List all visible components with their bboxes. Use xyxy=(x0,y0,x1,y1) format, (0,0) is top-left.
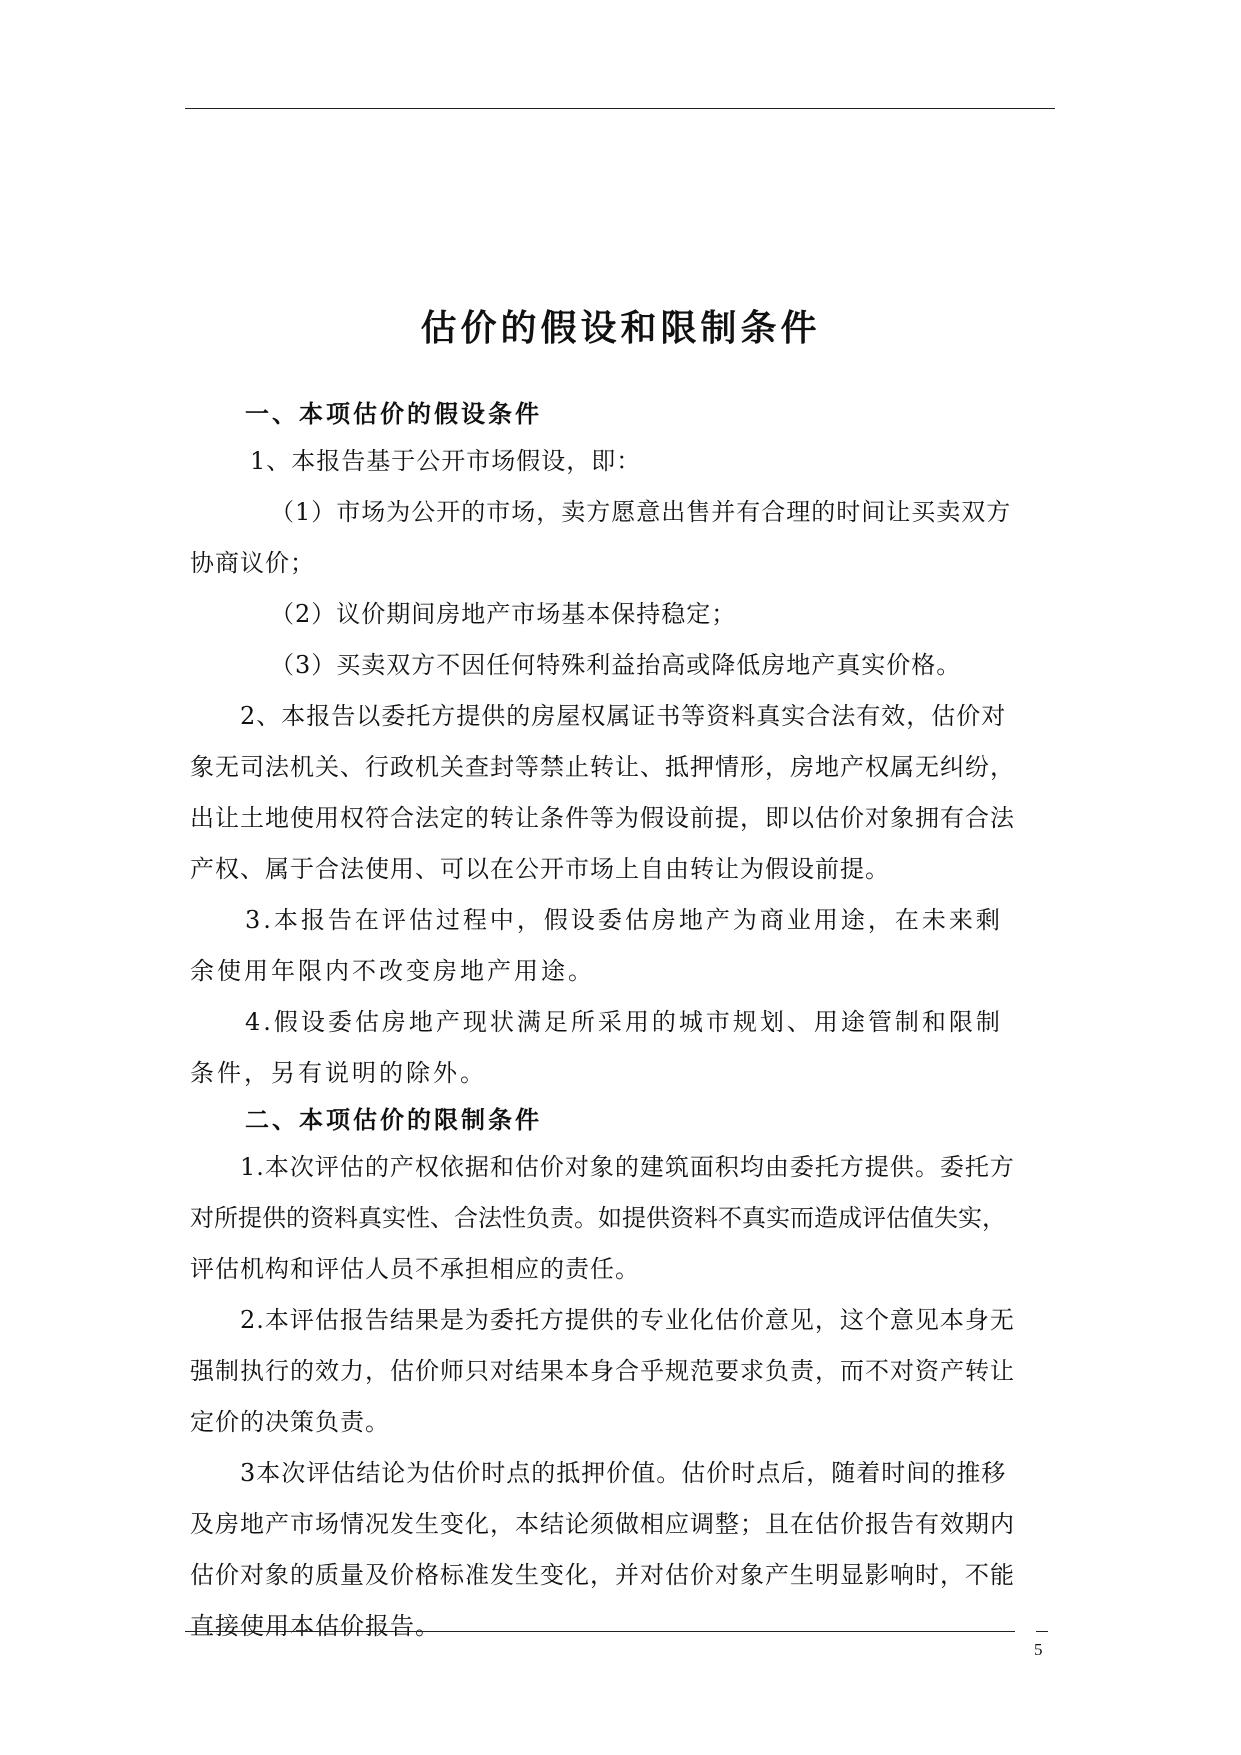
paragraph-line: 1、本报告基于公开市场假设，即： xyxy=(250,447,642,475)
paragraph-line: 1.本次评估的产权依据和估价对象的建筑面积均由委托方提供。委托方 xyxy=(240,1153,1015,1181)
paragraph-line: 估价对象的质量及价格标准发生变化，并对估价对象产生明显影响时，不能 xyxy=(190,1561,1015,1589)
paragraph-line: 评估机构和评估人员不承担相应的责任。 xyxy=(190,1255,640,1283)
footer-rule xyxy=(185,1631,1015,1632)
paragraph-line: 4.假设委估房地产现状满足所采用的城市规划、用途管制和限制 xyxy=(245,1008,1003,1036)
paragraph-line: （1）市场为公开的市场，卖方愿意出售并有合理的时间让买卖双方 xyxy=(270,498,1012,526)
paragraph-line: 定价的决策负责。 xyxy=(190,1408,390,1436)
paragraph-line: 3.本报告在评估过程中，假设委估房地产为商业用途，在未来剩 xyxy=(245,906,1003,934)
paragraph-line: 2、本报告以委托方提供的房屋权属证书等资料真实合法有效，估价对 xyxy=(240,702,1007,730)
page-title: 估价的假设和限制条件 xyxy=(420,308,821,349)
paragraph-line: 余使用年限内不改变房地产用途。 xyxy=(190,957,595,985)
paragraph-line: （2）议价期间房地产市场基本保持稳定； xyxy=(270,600,737,628)
paragraph-line: 协商议价； xyxy=(190,549,315,577)
page-number: 5 xyxy=(1034,1640,1043,1659)
paragraph-line: 对所提供的资料真实性、合法性负责。如提供资料不真实而造成评估值失实， xyxy=(190,1204,1006,1232)
paragraph-line: 2.本评估报告结果是为委托方提供的专业化估价意见，这个意见本身无 xyxy=(240,1306,1015,1334)
paragraph-line: 象无司法机关、行政机关查封等禁止转让、抵押情形，房地产权属无纠纷， xyxy=(190,753,1015,781)
paragraph-line: 直接使用本估价报告。 xyxy=(190,1612,440,1640)
paragraph-line: 出让土地使用权符合法定的转让条件等为假设前提，即以估价对象拥有合法 xyxy=(190,804,1015,832)
paragraph-line: 产权、属于合法使用、可以在公开市场上自由转让为假设前提。 xyxy=(190,855,890,883)
paragraph-line: （3）买卖双方不因任何特殊利益抬高或降低房地产真实价格。 xyxy=(270,651,962,679)
section-heading-limitations: 二、本项估价的限制条件 xyxy=(245,1106,542,1134)
paragraph-line: 条件，另有说明的除外。 xyxy=(190,1059,487,1087)
page-number-rule xyxy=(1036,1631,1048,1632)
paragraph-line: 及房地产市场情况发生变化，本结论须做相应调整；且在估价报告有效期内 xyxy=(190,1510,1015,1538)
header-rule xyxy=(185,108,1055,109)
section-heading-assumptions: 一、本项估价的假设条件 xyxy=(245,400,542,428)
paragraph-line: 强制执行的效力，估价师只对结果本身合乎规范要求负责，而不对资产转让 xyxy=(190,1357,1015,1385)
paragraph-line: 3本次评估结论为估价时点的抵押价值。估价时点后，随着时间的推移 xyxy=(240,1459,1007,1487)
